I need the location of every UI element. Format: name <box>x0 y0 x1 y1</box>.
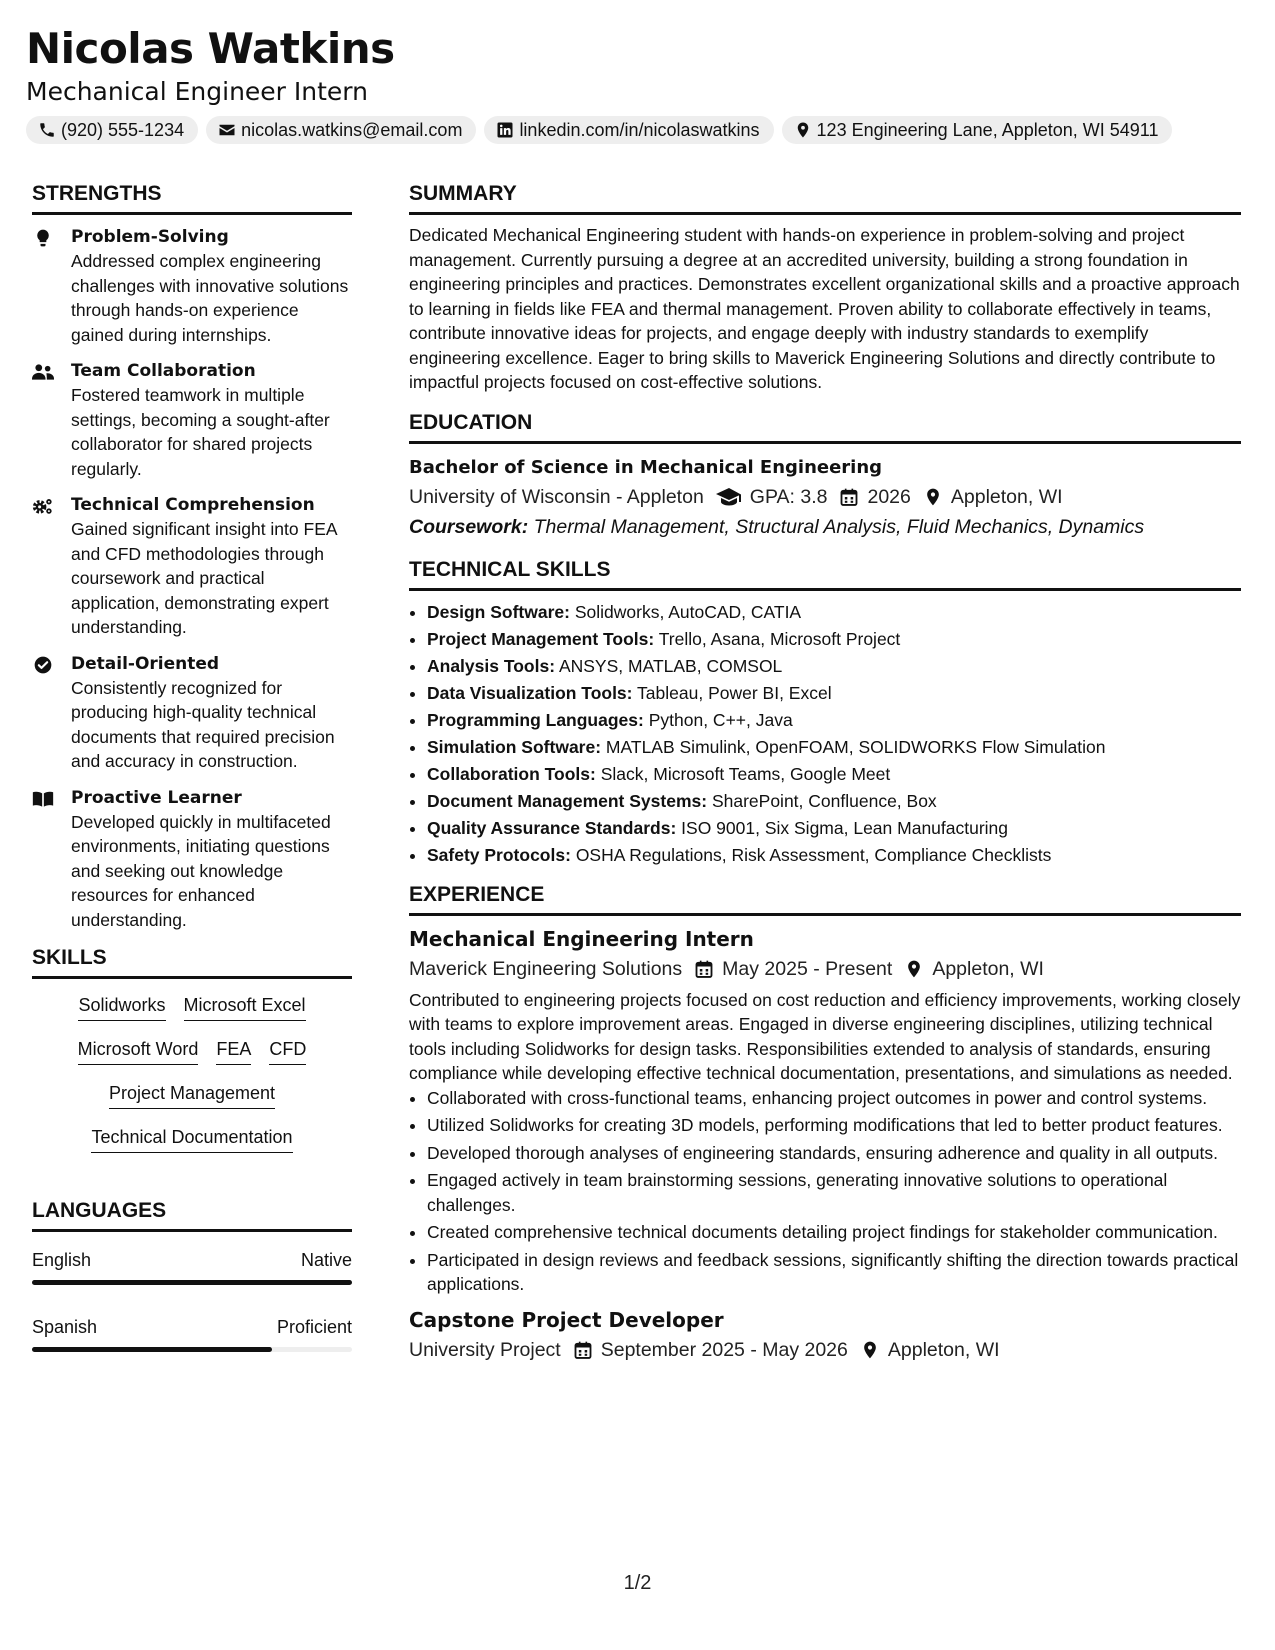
summary-text: Dedicated Mechanical Engineering student with hands-on experience in problem-solving and project management. Currently pursuing a degree at an accredited university, building a strong foundation in engineering principles and practices. Demonstrates excellent organizational skills and a proactive approach to learning in fields like FEA and thermal management. Proven ability to collaborate effectively in teams, contribute innovative ideas for projects, and engage deeply with industry standards to exemplify engineering excellence. Eager to bring skills to Maverick Engineering Solutions and directly contribute to impactful projects focused on cost-effective solutions. <box>409 225 1240 392</box>
technical-skill-item: • Document Management Systems: SharePoint, Confluence, Box <box>427 788 1241 815</box>
contact-email[interactable] <box>206 116 476 144</box>
skill-tag: CFD <box>269 1037 306 1065</box>
job-location: Appleton, WI <box>932 957 1044 980</box>
skill-tag: Microsoft Excel <box>184 993 306 1021</box>
open-book-icon <box>32 789 54 809</box>
job-company: University Project <box>409 1338 561 1361</box>
strength-item <box>32 359 352 481</box>
strength-description: Fostered teamwork in multiple settings, becoming a sought-after collaborator for shared projects regularly. <box>71 385 330 479</box>
strength-item <box>32 652 352 774</box>
strength-title: Proactive Learner <box>71 787 242 808</box>
job-company: Maverick Engineering Solutions <box>409 957 683 980</box>
education-heading: EDUCATION <box>409 409 1241 444</box>
technical-skill-item: • Collaboration Tools: Slack, Microsoft Teams, Google Meet <box>427 761 1241 788</box>
skills-tags <box>32 993 352 1153</box>
skill-tag: Technical Documentation <box>91 1125 292 1153</box>
experience-heading: EXPERIENCE <box>409 881 1241 916</box>
job-bullet: • Engaged actively in team brainstorming sessions, generating innovative solutions to operational challenges. <box>427 1168 1241 1217</box>
job-location: Appleton, WI <box>887 1338 1000 1361</box>
strength-title: Technical Comprehension <box>71 495 315 515</box>
technical-skill-item: • Quality Assurance Standards: ISO 9001, Six Sigma, Lean Manufacturing <box>427 815 1241 842</box>
skill-tag: Project Management <box>109 1081 275 1109</box>
job-title: Capstone Project Developer <box>409 1307 724 1332</box>
language-item <box>32 1248 352 1272</box>
coursework-label: Coursework: <box>409 515 529 538</box>
skill-tag: Solidworks <box>78 993 165 1021</box>
language-proficiency-fill <box>32 1280 352 1285</box>
languages-heading: LANGUAGES <box>32 1197 352 1232</box>
phone-icon <box>38 121 56 139</box>
language-level: Native <box>300 1250 352 1270</box>
contact-linkedin-text: linkedin.com/in/nicolaswatkins <box>519 119 760 140</box>
gears-icon <box>32 496 54 516</box>
skill-tag: Microsoft Word <box>78 1037 199 1065</box>
job-dates: September 2025 - May 2026 <box>600 1338 848 1361</box>
language-name: Spanish <box>32 1317 98 1337</box>
location-pin-icon <box>904 959 924 979</box>
contact-bar <box>26 116 1256 144</box>
lightbulb-icon <box>32 228 54 248</box>
education-meta <box>409 482 1241 512</box>
language-item <box>32 1315 352 1339</box>
education-location: Appleton, WI <box>950 485 1063 508</box>
calendar-icon <box>573 1340 593 1360</box>
language-name: English <box>32 1250 92 1270</box>
job-bullet: • Collaborated with cross-functional teams, enhancing project outcomes in power and control systems. <box>427 1086 1241 1111</box>
education-gpa: GPA: 3.8 <box>749 485 828 508</box>
envelope-icon <box>218 121 236 139</box>
contact-phone-text: (920) 555-1234 <box>61 119 185 140</box>
right-column <box>409 180 1241 1365</box>
technical-skill-item: • Analysis Tools: ANSYS, MATLAB, COMSOL <box>427 653 1241 680</box>
technical-skill-item: • Data Visualization Tools: Tableau, Power BI, Excel <box>427 680 1241 707</box>
languages-list <box>32 1248 352 1352</box>
contact-phone[interactable] <box>26 116 198 144</box>
calendar-icon <box>694 959 714 979</box>
summary-heading: SUMMARY <box>409 180 1241 215</box>
technical-skill-item: • Simulation Software: MATLAB Simulink, OpenFOAM, SOLIDWORKS Flow Simulation <box>427 734 1241 761</box>
job-meta <box>409 954 1241 984</box>
job-meta <box>409 1335 1241 1365</box>
contact-linkedin[interactable] <box>484 116 773 144</box>
job-bullets <box>409 1086 1241 1297</box>
resume-header <box>26 22 1256 144</box>
strength-title: Detail-Oriented <box>71 653 220 674</box>
user-group-icon <box>32 362 54 382</box>
calendar-icon <box>839 487 859 507</box>
job-bullet: • Created comprehensive technical documents detailing project findings for stakeholder communication. <box>427 1220 1241 1245</box>
strength-title: Problem-Solving <box>71 227 229 247</box>
technical-skill-item: • Project Management Tools: Trello, Asana, Microsoft Project <box>427 626 1241 653</box>
language-proficiency-bar <box>32 1347 352 1352</box>
technical-skill-item: • Design Software: Solidworks, AutoCAD, CATIA <box>427 599 1241 626</box>
check-circle-icon <box>32 655 54 675</box>
strength-description: Developed quickly in multifaceted environments, initiating questions and seeking out knowledge resources for enhanced understanding. <box>71 811 331 930</box>
job-bullet: • Utilized Solidworks for creating 3D models, performing modifications that led to better product features. <box>427 1113 1241 1138</box>
strength-description: Gained significant insight into FEA and CFD methodologies through coursework and practical application, demonstrating expert understanding. <box>71 519 337 637</box>
technical-skill-item: • Programming Languages: Python, C++, Java <box>427 707 1241 734</box>
strengths-heading: STRENGTHS <box>32 180 352 215</box>
technical-skills-heading: TECHNICAL SKILLS <box>409 556 1241 591</box>
education-degree: Bachelor of Science in Mechanical Engineering <box>409 456 883 478</box>
strength-item <box>32 493 352 640</box>
candidate-name: Nicolas Watkins <box>26 24 395 73</box>
coursework-list: Thermal Management, Structural Analysis, Fluid Mechanics, Dynamics <box>533 515 1145 538</box>
strength-description: Consistently recognized for producing high-quality technical documents that required precision and accuracy in construction. <box>71 677 335 771</box>
job-bullet: • Developed thorough analyses of engineering standards, ensuring adherence and quality in all outputs. <box>427 1141 1241 1166</box>
strength-title: Team Collaboration <box>71 361 256 381</box>
strength-item <box>32 786 352 933</box>
job-title: Mechanical Engineering Intern <box>409 926 754 951</box>
skill-tag: FEA <box>216 1037 251 1065</box>
job-dates: May 2025 - Present <box>722 957 893 980</box>
contact-address[interactable] <box>782 116 1173 144</box>
location-pin-icon <box>860 1340 880 1360</box>
contact-address-text: 123 Engineering Lane, Appleton, WI 54911 <box>816 119 1159 140</box>
job-description: Contributed to engineering projects focused on cost reduction and efficiency improvements, working closely with teams to explore improvement areas. Engaged in diverse engineering disciplines, utilizing technical tools including Solidworks for design tasks. Responsibilities extended to analysis of standards, ensuring compliance while developing effective technical documentation, presentations, and simulations as needed. <box>409 989 1241 1083</box>
skills-heading: SKILLS <box>32 944 352 979</box>
education-school: University of Wisconsin - Appleton <box>409 485 704 508</box>
education-coursework <box>409 512 1241 542</box>
contact-email-text: nicolas.watkins@email.com <box>241 119 463 140</box>
graduation-cap-icon <box>716 487 742 507</box>
strength-item <box>32 225 352 347</box>
language-proficiency-bar <box>32 1280 352 1285</box>
language-level: Proficient <box>276 1317 352 1337</box>
left-column <box>32 180 352 1382</box>
strengths-list <box>32 225 352 932</box>
location-pin-icon <box>794 121 812 139</box>
education-year: 2026 <box>867 485 911 508</box>
technical-skill-item: • Safety Protocols: OSHA Regulations, Risk Assessment, Compliance Checklists <box>427 842 1241 869</box>
language-proficiency-fill <box>32 1347 272 1352</box>
location-pin-icon <box>923 487 943 507</box>
job-bullet: • Participated in design reviews and feedback sessions, significantly shifting the direction towards practical applications. <box>427 1248 1241 1297</box>
strength-description: Addressed complex engineering challenges with innovative solutions through hands-on experience gained during internships. <box>71 251 349 345</box>
page-number: 1/2 <box>623 1572 652 1594</box>
technical-skills-list <box>409 599 1241 869</box>
candidate-title: Mechanical Engineer Intern <box>26 77 368 106</box>
linkedin-icon <box>496 121 514 139</box>
